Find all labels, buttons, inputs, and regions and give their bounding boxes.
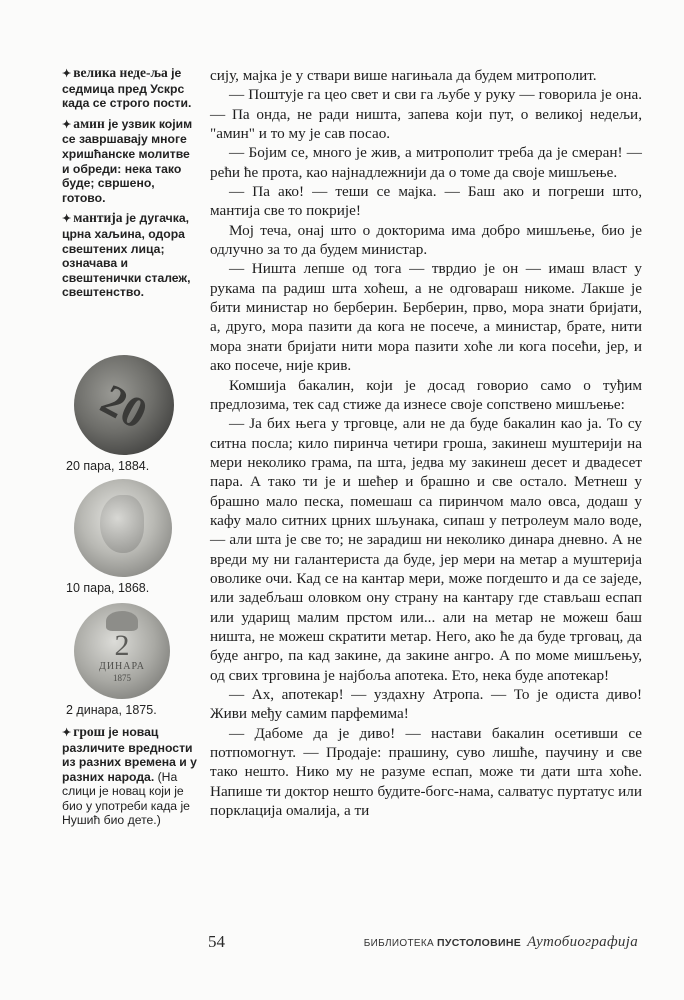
star-bullet-icon: ✦ [62, 68, 72, 80]
coin-word: ДИНАРА [99, 660, 145, 672]
paragraph: — Дабоме да је диво! — настави бакалин осетивши се потпомогнут. — Продаје: прашину, суво лишће, паучину и све тако нешто. Нико му не разуме еспап, може ти дати шта хоће. Напише ти доктор нешто будите-богс-нама, салватус пуртатус или порклација омалија, а ти [210, 724, 642, 820]
gloss-definition: је узвик којим се завршавају многе хришћанске молитве и обреди: нека тако буде; свршено, готово. [62, 116, 193, 205]
paragraph: — Бојим се, много је жив, а митрополит треба да је смеран! — рећи ће прота, као најнадлежнији да о томе да своје мишљење. [210, 144, 642, 181]
gloss-definition: је новац различите вредности из разних времена и у разних народа. [62, 724, 197, 784]
gloss-term: мантија [73, 210, 123, 226]
book-title: Аутобиографија [527, 934, 638, 950]
portrait-icon [100, 495, 144, 553]
page-number: 54 [208, 932, 225, 951]
paragraph: Комшија бакалин, који је досад говорио само о туђим предлозима, тек сад стиже да изнесе своје сопствено мишљење: [210, 376, 642, 413]
coin-caption: 20 пара, 1884. [66, 458, 150, 473]
coin-caption: 2 динара, 1875. [66, 702, 157, 717]
star-bullet-icon: ✦ [62, 118, 72, 131]
series-name: ПУСТОЛОВИНЕ [437, 937, 522, 949]
gloss-definition: је седмица пред Ускрс када се строго пости. [62, 66, 192, 111]
paragraph: — Поштује га цео свет и сви га љубе у руку — говорила је она. — Па онда, не ради ништа, запева који пут, о великој недељи, "амин" и то му је сав посао. [210, 86, 642, 143]
paragraph: — Па ако! — теши се мајка. — Баш ако и погреши што, мантија све то покрије! [210, 183, 642, 220]
paragraph: — Ја бих њега у трговце, али не да буде бакалин као ја. То су ситна посла; кило пиринча четири гроша, закинеш муштерији на мери неколико грама, па шта, једва му закинеш десет и двадесет пара. А тако ти је и шећер и брашно и све остало. Метнеш у брашно мало песка, помешаш са пиринчом мало овса, додаш у кафу мало ситних црних шљунака, сипаш у петролеум мало воде, — али шта је све то; не зарадиш ни неколико динара дневно. А не вреди му ни галантериста да буде, јер мери на метар а муштерија оволике очи. Кад се на кантар мери, може погдешто и да се заједе, или задебљаш оловком ону страну на кантару где стављаш еспап или ударищ малим прстом или... али на метар не можеш баш ништа, не можеш скратити метар. Него, ако ће да буде трговац, да буде ангро, па кад закине, да закине ангро. А по моме мишљењу, од свих трговина је најбоља апотека. Ето, нека буде апотекар! [210, 415, 642, 684]
coin-image [74, 479, 172, 577]
paragraph: — Ништа лепше од тога — тврдио је он — имаш власт у рукама па радиш шта хоћеш, а не одговараш никоме. Лакше је бити министар но берберин. Берберин, прво, мора знати бријати, а, друго, мора пазити да кога не посече, а министар, брате, нити мора знати бријати нити мора пазити хоће ли кога посећи, јер, и ако посече, није крив. [210, 260, 642, 375]
gloss-entry [62, 211, 200, 300]
gloss-term: велика неде-ља [73, 65, 168, 80]
paragraph: Мој теча, онај што о докторима има добро мишљење, био је одлучно за то да будем министар. [210, 221, 642, 259]
main-text [210, 66, 642, 820]
gloss-note: (На слици је новац који је био у употреби када је Нушић био дете.) [62, 769, 190, 828]
series-footer [364, 934, 638, 951]
coin-marking: 2 [114, 628, 130, 662]
series-label: БИБЛИОТЕКА [363, 938, 434, 949]
gloss-entry [62, 66, 200, 111]
gloss-entry [62, 117, 200, 206]
star-bullet-icon: ✦ [62, 213, 72, 226]
gloss-term: амин [73, 115, 105, 131]
coin-image [74, 603, 170, 699]
sidebar-glossary [62, 66, 200, 834]
gloss-definition: је дугачка, црна хаљина, одора свештених лица; означава и свештенички сталеж, свештенство. [62, 211, 191, 300]
coin-marking: 20 [93, 374, 155, 439]
paragraph: — Ах, апотекар! — уздахну Атропа. — То је одиста диво! Живи међу самим парфемима! [210, 686, 642, 723]
gloss-entry [62, 725, 200, 828]
crown-icon [106, 611, 138, 631]
gloss-term: грош [73, 723, 106, 739]
coin-caption: 10 пара, 1868. [66, 580, 150, 595]
star-bullet-icon: ✦ [62, 726, 72, 739]
paragraph: сију, мајка је у ствари више нагињала да будем митрополит. [210, 67, 597, 84]
coin-image [74, 355, 174, 455]
coin-year: 1875 [113, 672, 131, 683]
